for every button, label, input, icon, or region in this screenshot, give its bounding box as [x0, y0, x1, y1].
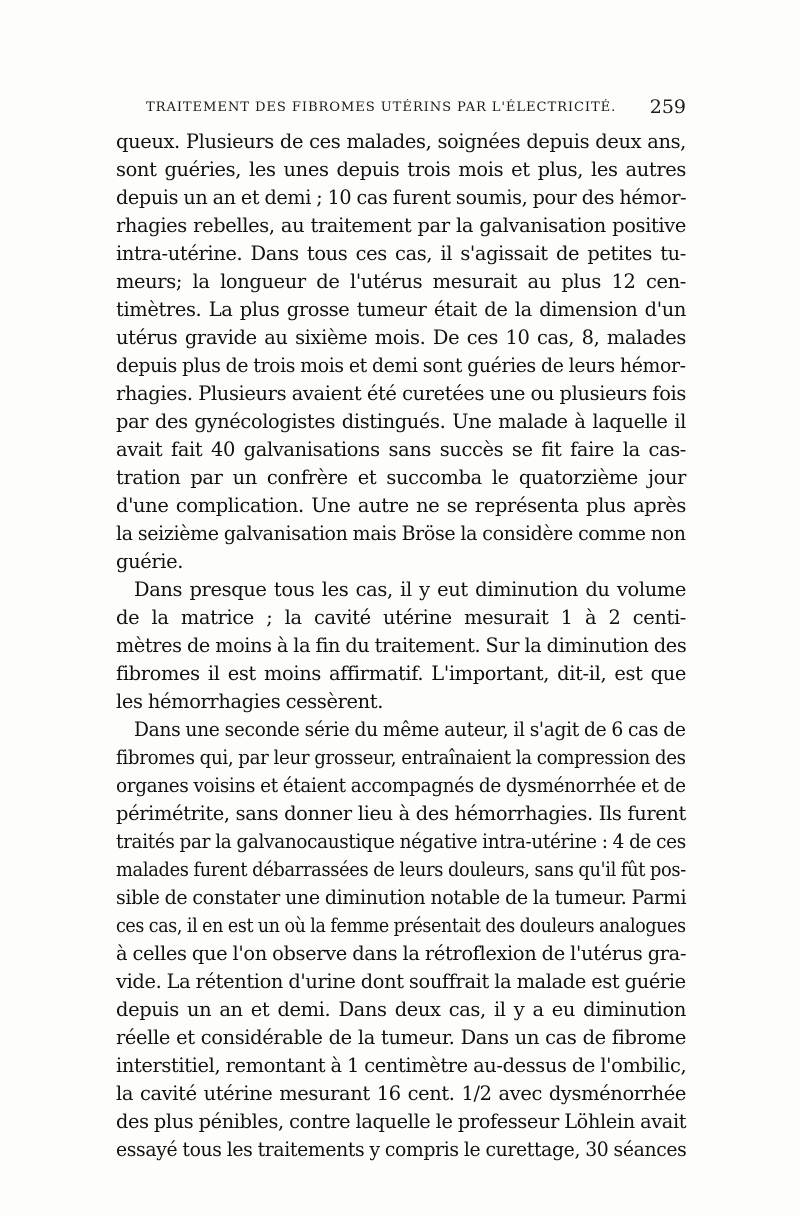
text-line: depuis plus de trois mois et demi sont guéries de leurs hémor-: [116, 354, 686, 377]
text-line: rhagies rebelles, au traitement par la galvanisation positive: [116, 214, 686, 237]
text-line: la cavité utérine mesurant 16 cent. 1/2 avec dysménorrhée: [116, 1082, 686, 1105]
text-line: des plus pénibles, contre laquelle le professeur Löhlein avait: [116, 1110, 687, 1133]
text-line: rhagies. Plusieurs avaient été curetées une ou plusieurs fois: [116, 382, 686, 405]
page-number: 259: [649, 96, 686, 118]
text-line: timètres. La plus grosse tumeur était de la dimension d'un: [116, 298, 686, 321]
text-line: depuis un an et demi ; 10 cas furent soumis, pour des hémor-: [116, 186, 687, 209]
text-line: guérie.: [116, 550, 184, 573]
text-line: malades furent débarrassées de leurs douleurs, sans qu'il fût pos-: [116, 858, 686, 881]
text-line: ces cas, il en est un où la femme présentait des douleurs analogues: [116, 914, 686, 937]
text-line: périmétrite, sans donner lieu à des hémorrhagies. Ils furent: [116, 802, 686, 825]
text-line: la seizième galvanisation mais Bröse la considère comme non: [116, 522, 686, 545]
text-line: queux. Plusieurs de ces malades, soignées depuis deux ans,: [116, 130, 686, 153]
text-line: meurs; la longueur de l'utérus mesurait au plus 12 cen-: [116, 270, 686, 293]
text-line: organes voisins et étaient accompagnés de dysménorrhée et de: [116, 774, 686, 797]
text-line: tration par un confrère et succomba le quatorzième jour: [116, 466, 686, 489]
text-line: interstitiel, remontant à 1 centimètre au-dessus de l'ombilic,: [116, 1054, 687, 1077]
running-head: [146, 96, 686, 122]
text-line: vide. La rétention d'urine dont souffrait la malade est guérie: [116, 970, 686, 993]
text-line: Dans une seconde série du même auteur, il s'agit de 6 cas de: [134, 718, 686, 741]
text-line: par des gynécologistes distingués. Une malade à laquelle il: [116, 410, 686, 433]
running-title: TRAITEMENT DES FIBROMES UTÉRINS PAR L'ÉLECTRICITÉ.: [146, 100, 617, 115]
text-line: d'une complication. Une autre ne se représenta plus après: [116, 494, 686, 517]
text-line: Dans presque tous les cas, il y eut diminution du volume: [134, 578, 686, 601]
text-line: sont guéries, les unes depuis trois mois et plus, les autres: [116, 158, 686, 181]
text-line: mètres de moins à la fin du traitement. Sur la diminution des: [116, 634, 687, 657]
text-line: avait fait 40 galvanisations sans succès se fit faire la cas-: [116, 438, 686, 461]
text-line: les hémorrhagies cessèrent.: [116, 690, 384, 713]
text-line: fibromes il est moins affirmatif. L'important, dit-il, est que: [116, 662, 686, 685]
text-line: fibromes qui, par leur grosseur, entraînaient la compression des: [116, 746, 686, 769]
text-line: traités par la galvanocaustique négative intra-utérine : 4 de ces: [116, 830, 686, 853]
text-line: essayé tous les traitements y compris le curettage, 30 séances: [116, 1138, 687, 1161]
text-line: depuis un an et demi. Dans deux cas, il y a eu diminution: [116, 998, 686, 1021]
text-line: à celles que l'on observe dans la rétroflexion de l'utérus gra-: [116, 942, 687, 965]
text-line: sible de constater une diminution notable de la tumeur. Parmi: [116, 886, 687, 909]
text-line: intra-utérine. Dans tous ces cas, il s'agissait de petites tu-: [116, 242, 686, 265]
text-line: de la matrice ; la cavité utérine mesurait 1 à 2 centi-: [116, 606, 686, 629]
text-line: réelle et considérable de la tumeur. Dans un cas de fibrome: [116, 1026, 686, 1049]
text-line: utérus gravide au sixième mois. De ces 10 cas, 8, malades: [116, 326, 686, 349]
